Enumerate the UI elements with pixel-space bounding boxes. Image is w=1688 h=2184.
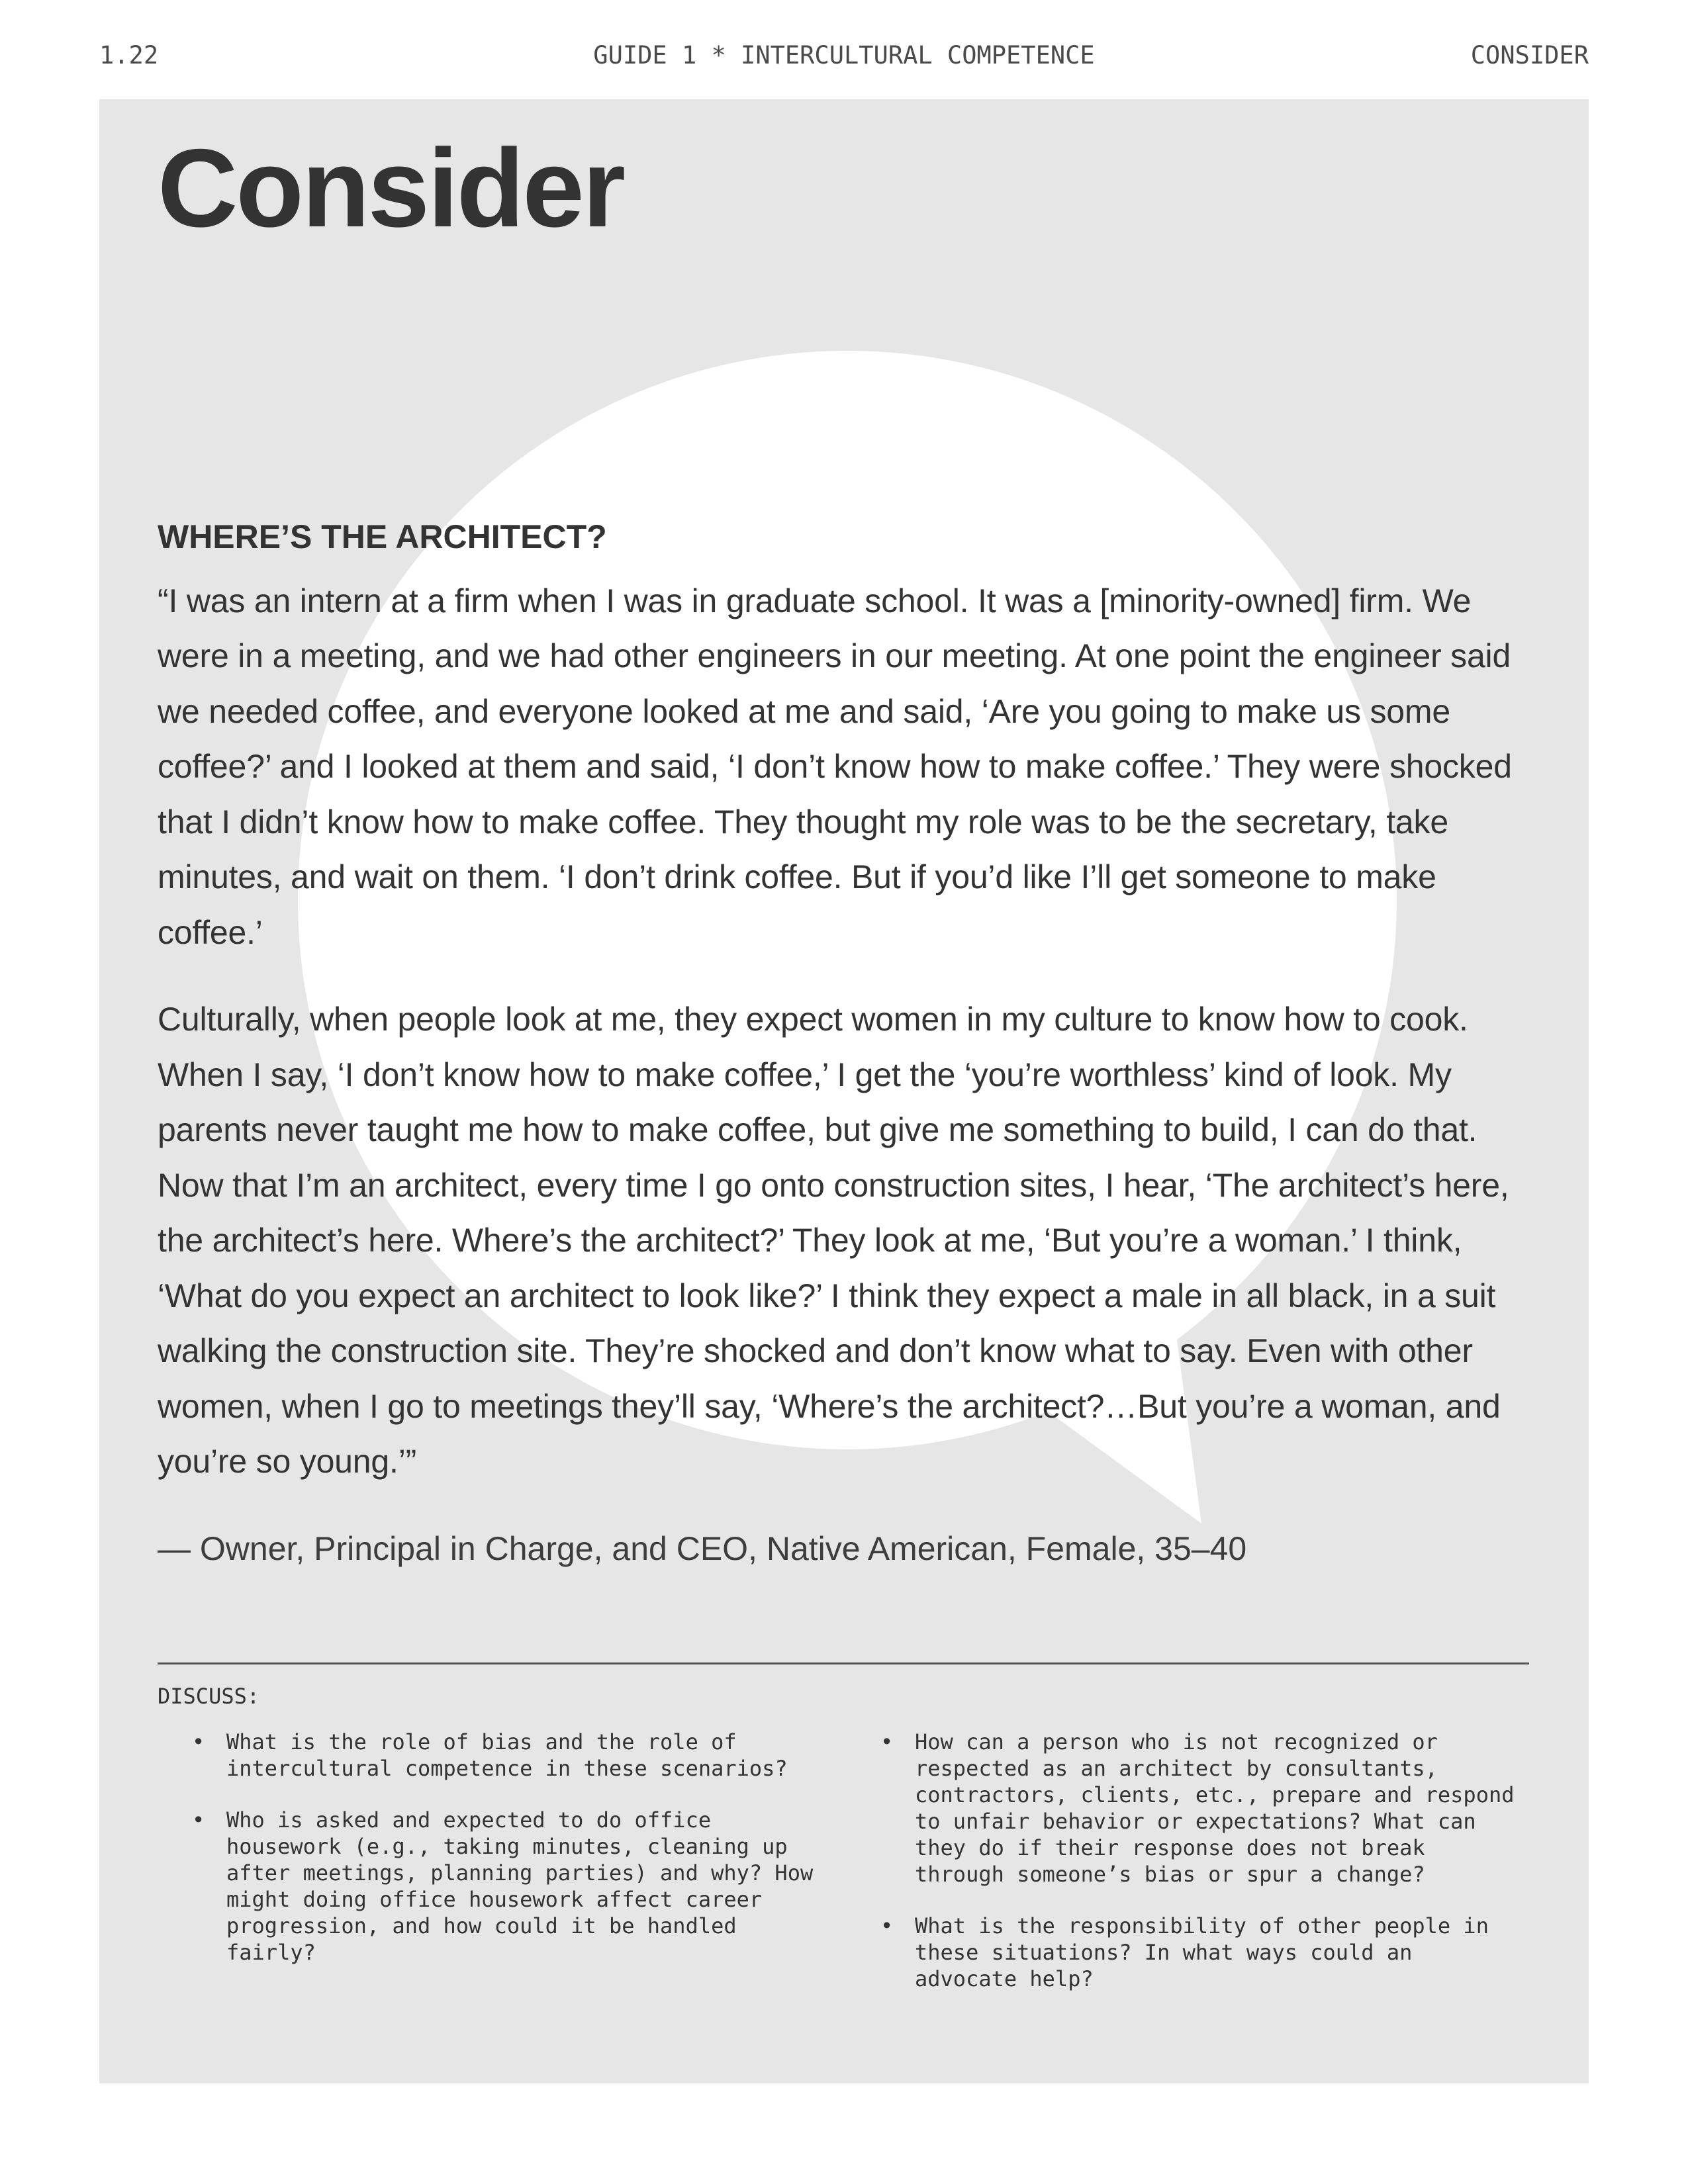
bullet-icon: • [192, 1807, 205, 1833]
bullet-icon: • [880, 1913, 894, 1938]
discuss-item-text: What is the responsibility of other people in these situations? In what ways could an advocate help? [915, 1913, 1489, 1991]
bullet-icon: • [880, 1729, 894, 1754]
page-number: 1.22 [99, 41, 159, 69]
bullet-icon: • [192, 1729, 205, 1754]
quote-attribution: — Owner, Principal in Charge, and CEO, Native American, Female, 35–40 [158, 1529, 1247, 1567]
discuss-item [192, 1729, 827, 1782]
running-header [99, 41, 1589, 74]
quote-heading: WHERE’S THE ARCHITECT? [158, 518, 607, 555]
discuss-item-text: What is the role of bias and the role of intercultural competence in these scenarios? [226, 1729, 788, 1781]
quote-block [158, 516, 1541, 1576]
consider-panel [99, 99, 1589, 2083]
section-name: CONSIDER [1470, 41, 1589, 69]
divider-rule [158, 1662, 1529, 1664]
discuss-item [880, 1729, 1516, 1888]
discuss-list-right [880, 1729, 1516, 2017]
discuss-item [880, 1913, 1516, 1992]
quote-paragraph-2: Culturally, when people look at me, they expect women in my culture to know how to cook. When I say, ‘I don’t know how to make coffee,’ I get the ‘you’re worthless’ kind of look. My parents never taught me how to make coffee, but give me something to build, I can do that. Now that I’m an architect, every time I go onto construction sites, I hear, ‘The architect’s here, the architect’s here. Where’s the architect?’ They look at me, ‘But you’re a woman.’ I think, ‘What do you expect an architect to look like?’ I think they expect a male in all black, in a suit walking the construction site. They’re shocked and don’t know what to say. Even with other women, when I go to meetings they’ll say, ‘Where’s the architect?…But you’re a woman, and you’re so young.’” [158, 1001, 1509, 1480]
discuss-item-text: Who is asked and expected to do office housework (e.g., taking minutes, cleaning up after meetings, planning parties) and why? How might doing office housework affect career progression, and how could it be handled fairly? [226, 1807, 814, 1965]
discuss-item-text: How can a person who is not recognized or respected as an architect by consultants, contractors, clients, etc., prepare and respond to unfair behavior or expectations? What can they do if their response does not break through someone’s bias or spur a change? [915, 1729, 1515, 1887]
page-title: Consider [158, 126, 624, 250]
guide-title: GUIDE 1 * INTERCULTURAL COMPETENCE [593, 41, 1095, 69]
discuss-label: DISCUSS: [158, 1684, 260, 1709]
discuss-list-left [192, 1729, 827, 1991]
discuss-item [192, 1807, 827, 1966]
quote-paragraph-1: “I was an intern at a firm when I was in graduate school. It was a [minority-owned] firm. We were in a meeting, and we had other engineers in our meeting. At one point the engineer said we needed coffee, and everyone looked at me and said, ‘Are you going to make us some coffee?’ and I looked at them and said, ‘I don’t know how to make coffee.’ They were shocked that I didn’t know how to make coffee. They thought my role was to be the secretary, take minutes, and wait on them. ‘I don’t drink coffee. But if you’d like I’ll get someone to make coffee.’ [158, 582, 1512, 951]
